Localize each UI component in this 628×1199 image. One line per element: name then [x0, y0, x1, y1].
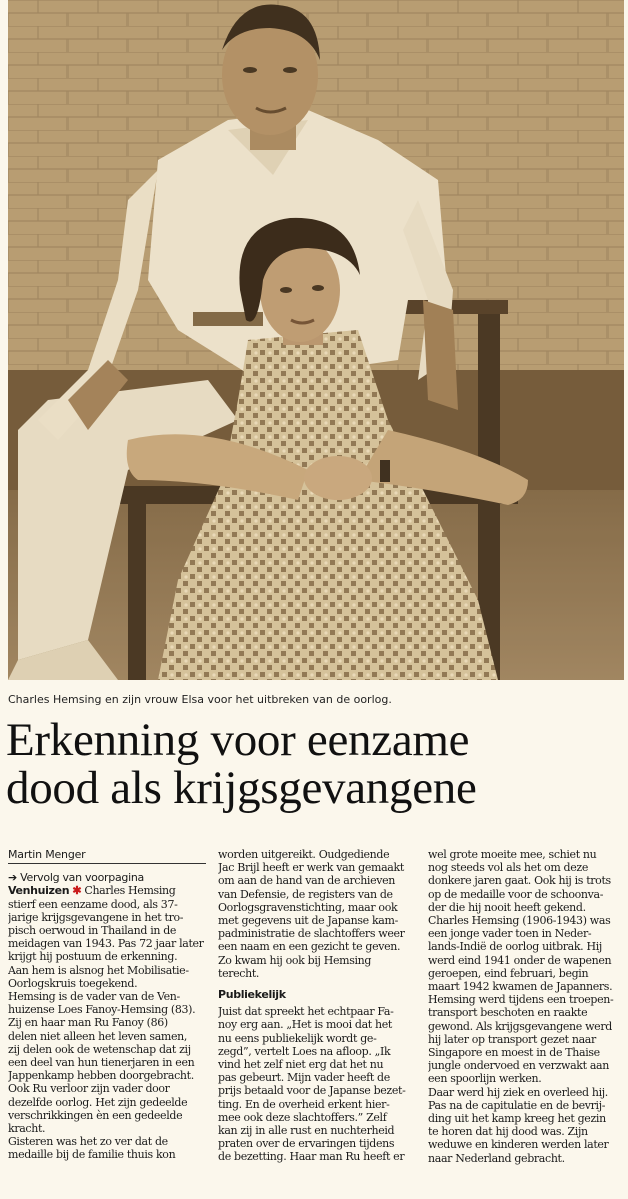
body-line: Zo kwam hij ook bij Hemsing — [218, 953, 372, 967]
article-column-2 — [218, 848, 416, 1188]
body-line: gewond. Als krijgsgevangene werd — [428, 1019, 612, 1033]
body-line: een spoorlijn werken. — [428, 1072, 542, 1086]
body-line: delen niet alleen het leven samen, — [8, 1029, 188, 1043]
body-line: ting. En de overheid erkent hier- — [218, 1097, 390, 1111]
body-line: praten over de ervaringen tijdens — [218, 1137, 395, 1151]
body-line: Daar werd hij ziek en overleed hij. — [428, 1085, 608, 1099]
body-line: vind het zelf niet erg dat het nu — [218, 1058, 384, 1072]
body-line: Juist dat spreekt het echtpaar Fa- — [218, 1005, 394, 1019]
body-line: maart 1942 kwamen de Japanners. — [428, 980, 613, 994]
photo-caption: Charles Hemsing en zijn vrouw Elsa voor het uitbreken van de oorlog. — [8, 693, 392, 706]
article-column-3 — [428, 848, 626, 1188]
body-line: Gisteren was het zo ver dat de — [8, 1135, 168, 1149]
body-line: zij delen ook de wetenschap dat zij — [8, 1042, 191, 1056]
body-line: noy erg aan. „Het is mooi dat het — [218, 1018, 392, 1032]
body-line: op de medaille voor de schoonva- — [428, 887, 604, 901]
body-line: kracht. — [8, 1122, 46, 1136]
article-column-1 — [8, 848, 206, 1188]
body-line: padministratie de slachtoffers weer — [218, 927, 405, 941]
body-line: Zij en haar man Ru Fanoy (86) — [8, 1016, 168, 1030]
sepia-portrait-photo — [8, 0, 624, 680]
body-line: jungle ondervoed en verzwakt aan — [428, 1059, 609, 1073]
body-line: mee ook deze slachtoffers.” Zelf — [218, 1110, 387, 1124]
body-line: Oorlogsgravenstichting, maar ook — [218, 900, 398, 914]
body-line: der die hij nooit heeft gekend. — [428, 900, 586, 914]
body-line: wel grote moeite mee, schiet nu — [428, 848, 597, 861]
continued-from-front-page: ➔ Vervolg van voorpagina — [8, 871, 144, 885]
body-line: Hemsing is de vader van de Ven- — [8, 990, 180, 1004]
body-line: jarige krijgsgevangene in het tro- — [8, 910, 184, 924]
body-line: verschrikkingen èn een gedeelde — [8, 1108, 183, 1122]
body-line: naar Nederland gebracht. — [428, 1151, 565, 1165]
body-line: Hemsing werd tijdens een troepen- — [428, 993, 614, 1007]
body-line: transport beschoten en raakte — [428, 1006, 588, 1020]
body-line: Ook Ru verloor zijn vader door — [8, 1082, 170, 1096]
body-line: Charles Hemsing — [84, 884, 176, 898]
section-subheading: Publiekelijk — [218, 988, 286, 1002]
body-line: Charles Hemsing (1906-1943) was — [428, 914, 611, 928]
body-line: een deel van hun tienerjaren in een — [8, 1056, 195, 1070]
body-line: lands-Indië de oorlog uitbrak. Hij — [428, 940, 602, 954]
body-line: de bezetting. Haar man Ru heeft er — [218, 1150, 405, 1164]
body-line: een naam en een gezicht te geven. — [218, 940, 401, 954]
body-line: Jappenkamp hebben doorgebracht. — [8, 1069, 194, 1083]
body-line: nu eens publiekelijk wordt ge- — [218, 1031, 377, 1045]
body-line: terecht. — [218, 966, 260, 980]
couple-photo-illustration — [8, 0, 624, 680]
body-line: medaille bij de familie thuis kon — [8, 1148, 176, 1162]
headline — [6, 716, 624, 812]
body-line: weduwe en kinderen werden later — [428, 1138, 609, 1152]
body-line: van Defensie, de registers van de — [218, 887, 393, 901]
body-line: kan zij in alle rust en nuchterheid — [218, 1124, 395, 1138]
body-line: stierf een eenzame dood, als 37- — [8, 897, 178, 911]
body-line: nog steeds vol als het om deze — [428, 861, 589, 875]
body-line: geroepen, eind februari, begin — [428, 966, 589, 980]
headline-line-2: dood als krijgsgevangene — [6, 762, 477, 814]
body-line: pisch oerwoud in Thailand in de — [8, 924, 177, 938]
body-line: dezelfde oorlog. Het zijn gedeelde — [8, 1095, 188, 1109]
body-line: huizense Loes Fanoy-Hemsing (83). — [8, 1003, 196, 1017]
body-line: worden uitgereikt. Oudgediende — [218, 848, 390, 861]
body-line: Oorlogskruis toegekend. — [8, 976, 138, 990]
body-line: Singapore en moest in de Thaise — [428, 1046, 600, 1060]
author-byline: Martin Menger — [8, 848, 206, 864]
body-line: Jac Brijl heeft er werk van gemaakt — [218, 861, 404, 875]
body-line: hij later op transport gezet naar — [428, 1032, 596, 1046]
body-line: zegd”, vertelt Loes na afloop. „Ik — [218, 1044, 391, 1058]
body-line: te horen dat hij dood was. Zijn — [428, 1125, 588, 1139]
body-line: pas gebeurt. Mijn vader heeft de — [218, 1071, 390, 1085]
dateline-line — [8, 884, 206, 897]
body-line: prijs betaald voor de Japanse bezet- — [218, 1084, 406, 1098]
body-line: ding uit het kamp kreeg het gezin — [428, 1112, 606, 1126]
body-line: donkere jaren gaat. Ook hij is trots — [428, 874, 611, 888]
dateline-star-icon: ✱ — [72, 884, 82, 898]
body-line: krijgt hij postuum de erkenning. — [8, 950, 178, 964]
body-line: om aan de hand van de archieven — [218, 874, 396, 888]
body-line: Aan hem is alsnog het Mobilisatie- — [8, 963, 189, 977]
dateline-place: Venhuizen — [8, 884, 70, 898]
body-line: een jonge vader toen in Neder- — [428, 927, 592, 941]
body-line: Pas na de capitulatie en de bevrij- — [428, 1098, 606, 1112]
body-line: met gegevens uit de Japanse kam- — [218, 914, 398, 928]
body-line: werd eind 1941 onder de wapenen — [428, 953, 612, 967]
body-line: meidagen van 1943. Pas 72 jaar later — [8, 937, 204, 951]
headline-line-1: Erkenning voor eenzame — [6, 714, 470, 766]
